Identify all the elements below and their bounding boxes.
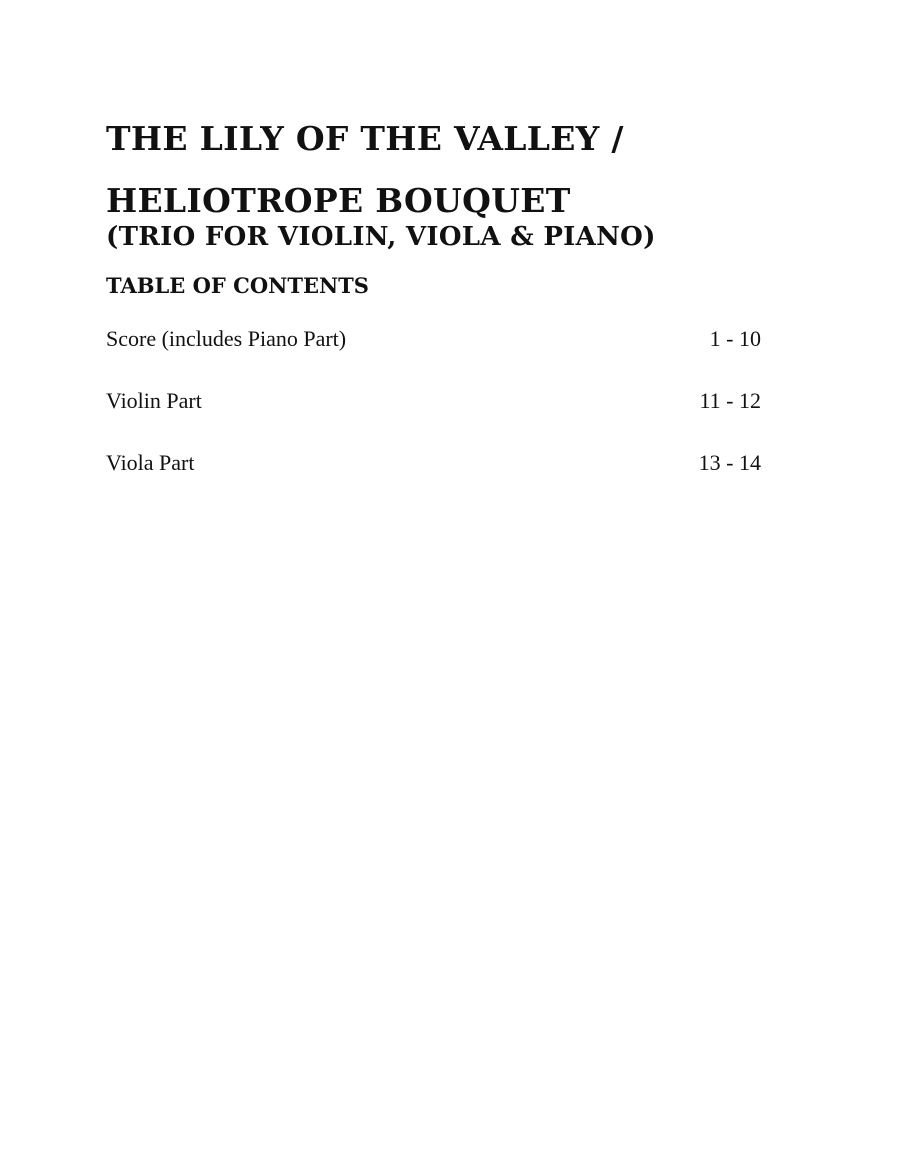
toc-entry-violin [106, 385, 761, 447]
toc-entry-viola [106, 447, 761, 509]
subtitle: (TRIO FOR VIOLIN, VIOLA & PIANO) [106, 222, 656, 252]
toc-entry-label: Score (includes Piano Part) [106, 326, 347, 351]
toc-entry-pages: 11 - 12 [699, 388, 761, 413]
title-line-1: THE LILY OF THE VALLEY / [106, 119, 624, 158]
toc-entry-label: Viola Part [106, 450, 195, 475]
toc-list [106, 323, 761, 509]
toc-entry-pages: 13 - 14 [698, 450, 761, 475]
toc-heading: TABLE OF CONTENTS [106, 273, 369, 298]
title-block [106, 108, 806, 254]
toc-entry-label: Violin Part [106, 388, 202, 413]
toc-entry-score [106, 323, 761, 385]
title-line-2: HELIOTROPE BOUQUET [106, 181, 571, 220]
toc-entry-pages: 1 - 10 [709, 326, 761, 351]
